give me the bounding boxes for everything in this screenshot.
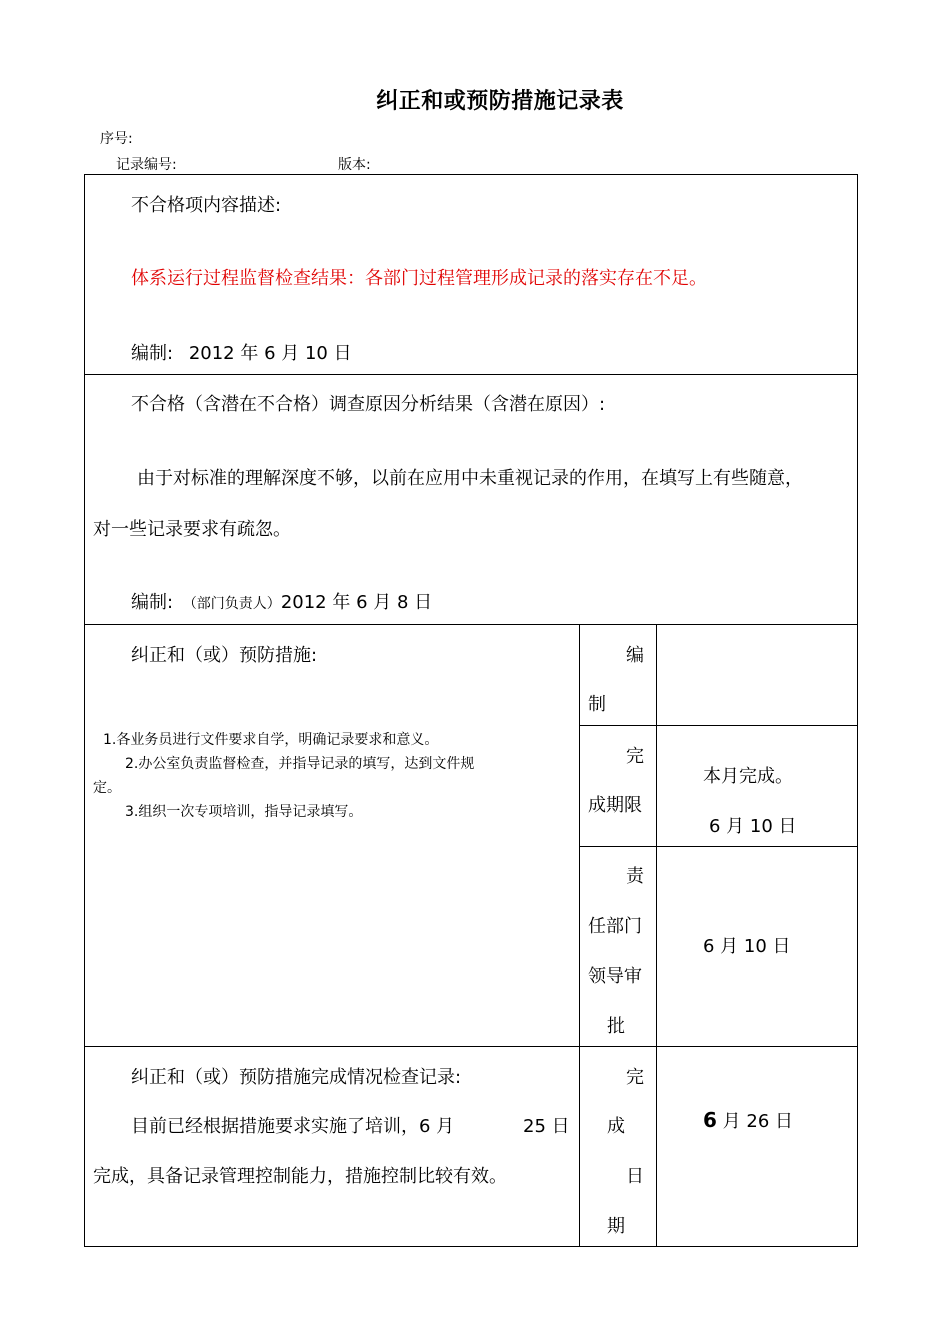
check-line-1b: 25 日 — [523, 1116, 570, 1137]
compile-label-2: 制 — [588, 694, 606, 715]
section1-compiled-line — [131, 339, 352, 365]
cause-analysis-line-1: 由于对标准的理解深度不够，以前在应用中未重视记录的作用，在填写上有些随意， — [137, 468, 803, 489]
measure-1: 1.各业务员进行文件要求自学，明确记录要求和意义。 — [103, 732, 439, 748]
approval-label-2: 任部门 — [588, 916, 642, 937]
approval-label-4: 批 — [607, 1016, 625, 1037]
compile-label-1: 编 — [626, 645, 644, 666]
column-divider — [579, 1047, 580, 1246]
version-label: 版本: — [338, 157, 371, 173]
approval-label-3: 领导审 — [588, 966, 642, 987]
compiled-date: 2012 年 6 月 8 日 — [280, 592, 433, 613]
measure-2-line-1: 2.办公室负责监督检查，并指导记录的填写，达到文件规 — [125, 756, 475, 772]
column-divider — [656, 625, 657, 1046]
approval-value: 6 月 10 日 — [703, 936, 791, 957]
completion-date-month: 6 — [703, 1108, 717, 1132]
measure-2-line-2: 定。 — [93, 780, 121, 796]
date-label-1: 完 — [626, 1067, 644, 1088]
completion-check-section — [84, 1046, 858, 1247]
date-label-3: 日 — [626, 1166, 644, 1187]
deadline-label-2: 成期限 — [588, 795, 642, 816]
check-line-1a: 目前已经根据措施要求实施了培训，6 月 — [131, 1116, 455, 1137]
compiled-label: 编制: — [131, 343, 174, 364]
column-divider — [656, 1047, 657, 1246]
corrective-measures-section — [84, 624, 858, 1047]
deadline-value-2: 6 月 10 日 — [709, 816, 797, 837]
cause-analysis-line-2: 对一些记录要求有疏忽。 — [93, 519, 291, 540]
seq-label: 序号: — [100, 131, 133, 147]
completion-date — [703, 1107, 793, 1133]
record-no-label: 记录编号: — [116, 157, 177, 173]
approval-label-1: 责 — [626, 866, 644, 887]
column-divider — [579, 625, 580, 1046]
row-divider — [579, 725, 858, 726]
nonconformity-description-heading: 不合格项内容描述: — [131, 195, 282, 216]
compiled-date: 2012 年 6 月 10 日 — [188, 343, 352, 364]
nonconformity-description-section — [84, 174, 858, 375]
completion-date-rest: 月 26 日 — [716, 1111, 793, 1132]
cause-analysis-heading: 不合格（含潜在不合格）调查原因分析结果（含潜在原因）: — [131, 394, 606, 415]
measure-3: 3.组织一次专项培训，指导记录填写。 — [125, 804, 363, 820]
check-line-2: 完成，具备记录管理控制能力，措施控制比较有效。 — [93, 1166, 507, 1187]
deadline-value-1: 本月完成。 — [703, 766, 793, 787]
compiled-label: 编制: — [131, 592, 174, 613]
form-title: 纠正和或预防措施记录表 — [376, 89, 624, 114]
row-divider — [579, 846, 858, 847]
deadline-label-1: 完 — [626, 746, 644, 767]
cause-analysis-section — [84, 374, 858, 625]
compiled-by: （部门负责人） — [182, 596, 281, 612]
corrective-measures-heading: 纠正和（或）预防措施: — [131, 645, 318, 666]
date-label-2: 成 — [607, 1116, 625, 1137]
section2-compiled-line — [131, 588, 432, 614]
date-label-4: 期 — [607, 1216, 625, 1237]
nonconformity-finding: 体系运行过程监督检查结果：各部门过程管理形成记录的落实存在不足。 — [131, 268, 707, 289]
completion-check-heading: 纠正和（或）预防措施完成情况检查记录: — [131, 1067, 462, 1088]
